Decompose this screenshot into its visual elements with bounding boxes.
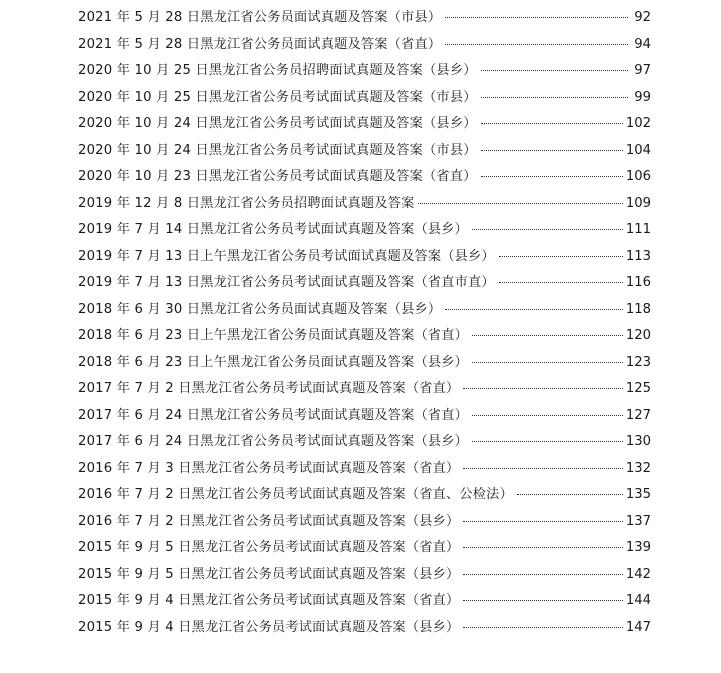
toc-entry-title: 2019 年 7 月 13 日黑龙江省公务员考试面试真题及答案（省直市直） [78,275,495,290]
toc-entry-title: 2018 年 6 月 23 日上午黑龙江省公务员面试真题及答案（县乡） [78,354,469,370]
toc-entry-page-number: 137 [625,513,651,529]
toc-entry-title: 2020 年 10 月 24 日黑龙江省公务员考试面试真题及答案（市县） [78,142,477,158]
toc-entry-title: 2020 年 10 月 23 日黑龙江省公务员考试面试真题及答案（省直） [78,169,477,184]
toc-entry-title: 2017 年 6 月 24 日黑龙江省公务员考试面试真题及答案（县乡） [78,434,469,449]
toc-entry[interactable] [78,58,651,85]
toc-entry-page-number: 142 [625,566,651,582]
toc-entry-page-number: 104 [625,142,651,158]
toc-entry[interactable] [78,111,651,138]
toc-entry[interactable] [78,615,651,642]
dot-leader [481,150,623,151]
toc-entry[interactable] [78,164,651,191]
dot-leader [463,547,622,548]
toc-entry[interactable] [78,138,651,165]
toc-entry[interactable] [78,5,651,32]
toc-entry-page-number: 147 [625,619,651,635]
dot-leader [418,203,622,204]
toc-entry[interactable] [78,217,651,244]
dot-leader [445,44,628,45]
dot-leader [463,388,622,389]
toc-entry[interactable] [78,562,651,589]
toc-entry-title: 2019 年 7 月 14 日黑龙江省公务员考试面试真题及答案（县乡） [78,222,469,237]
toc-entry-page-number: 94 [634,36,651,52]
toc-entry-page-number: 120 [625,328,651,343]
dot-leader [472,362,623,363]
toc-entry-title: 2016 年 7 月 3 日黑龙江省公务员考试面试真题及答案（省直） [78,460,460,476]
toc-entry[interactable] [78,85,651,112]
toc-entry-page-number: 116 [625,275,651,290]
table-of-contents [78,5,651,641]
toc-entry[interactable] [78,376,651,403]
dot-leader [499,282,623,283]
toc-entry-page-number: 135 [625,487,651,502]
toc-entry[interactable] [78,323,651,350]
toc-entry[interactable] [78,270,651,297]
toc-entry-title: 2015 年 9 月 4 日黑龙江省公务员考试面试真题及答案（省直） [78,593,460,608]
dot-leader [463,600,622,601]
toc-entry-page-number: 109 [625,195,651,211]
toc-entry-page-number: 113 [625,248,651,264]
toc-entry-page-number: 123 [625,354,651,370]
toc-entry-title: 2015 年 9 月 4 日黑龙江省公务员考试面试真题及答案（县乡） [78,619,460,635]
toc-entry[interactable] [78,588,651,615]
dot-leader [481,97,628,98]
toc-entry-title: 2016 年 7 月 2 日黑龙江省公务员考试面试真题及答案（省直、公检法） [78,487,513,502]
toc-entry-title: 2018 年 6 月 30 日黑龙江省公务员面试真题及答案（县乡） [78,301,442,317]
toc-entry[interactable] [78,191,651,218]
toc-entry-page-number: 97 [634,63,651,78]
toc-entry-page-number: 111 [625,222,651,237]
toc-entry-title: 2016 年 7 月 2 日黑龙江省公务员考试面试真题及答案（县乡） [78,513,460,529]
toc-entry[interactable] [78,535,651,562]
toc-entry-page-number: 118 [625,301,651,317]
dot-leader [463,521,622,522]
toc-entry[interactable] [78,403,651,430]
toc-entry-page-number: 125 [625,381,651,396]
toc-entry-title: 2017 年 7 月 2 日黑龙江省公务员考试面试真题及答案（省直） [78,381,460,396]
toc-entry[interactable] [78,350,651,377]
toc-entry-title: 2019 年 7 月 13 日上午黑龙江省公务员考试面试真题及答案（县乡） [78,248,495,264]
toc-entry[interactable] [78,429,651,456]
toc-entry-page-number: 144 [625,593,651,608]
toc-entry-page-number: 130 [625,434,651,449]
toc-entry-title: 2021 年 5 月 28 日黑龙江省公务员面试真题及答案（市县） [78,10,442,25]
dot-leader [517,494,623,495]
toc-entry-page-number: 106 [625,169,651,184]
toc-entry[interactable] [78,32,651,59]
toc-entry[interactable] [78,244,651,271]
toc-entry-title: 2017 年 6 月 24 日黑龙江省公务员考试面试真题及答案（省直） [78,407,469,423]
dot-leader [472,415,623,416]
toc-entry-title: 2019 年 12 月 8 日黑龙江省公务员招聘面试真题及答案 [78,195,415,211]
dot-leader [445,309,623,310]
toc-entry-page-number: 132 [625,460,651,476]
dot-leader [481,70,628,71]
dot-leader [463,468,622,469]
toc-entry-title: 2015 年 9 月 5 日黑龙江省公务员考试面试真题及答案（省直） [78,540,460,555]
toc-entry-page-number: 139 [625,540,651,555]
dot-leader [445,17,628,18]
toc-entry-title: 2020 年 10 月 24 日黑龙江省公务员考试面试真题及答案（县乡） [78,116,477,131]
toc-entry-page-number: 99 [634,89,651,105]
dot-leader [463,627,622,628]
dot-leader [481,123,623,124]
toc-entry[interactable] [78,456,651,483]
toc-entry[interactable] [78,482,651,509]
toc-entry-title: 2015 年 9 月 5 日黑龙江省公务员考试面试真题及答案（县乡） [78,566,460,582]
toc-entry[interactable] [78,297,651,324]
toc-entry[interactable] [78,509,651,536]
toc-entry-title: 2020 年 10 月 25 日黑龙江省公务员考试面试真题及答案（市县） [78,89,477,105]
toc-entry-page-number: 92 [634,10,651,25]
toc-entry-page-number: 102 [625,116,651,131]
toc-entry-title: 2021 年 5 月 28 日黑龙江省公务员面试真题及答案（省直） [78,36,442,52]
dot-leader [472,229,623,230]
dot-leader [472,441,623,442]
dot-leader [463,574,622,575]
toc-entry-title: 2020 年 10 月 25 日黑龙江省公务员招聘面试真题及答案（县乡） [78,63,477,78]
dot-leader [499,256,623,257]
dot-leader [481,176,623,177]
toc-entry-title: 2018 年 6 月 23 日上午黑龙江省公务员面试真题及答案（省直） [78,328,469,343]
dot-leader [472,335,623,336]
toc-entry-page-number: 127 [625,407,651,423]
